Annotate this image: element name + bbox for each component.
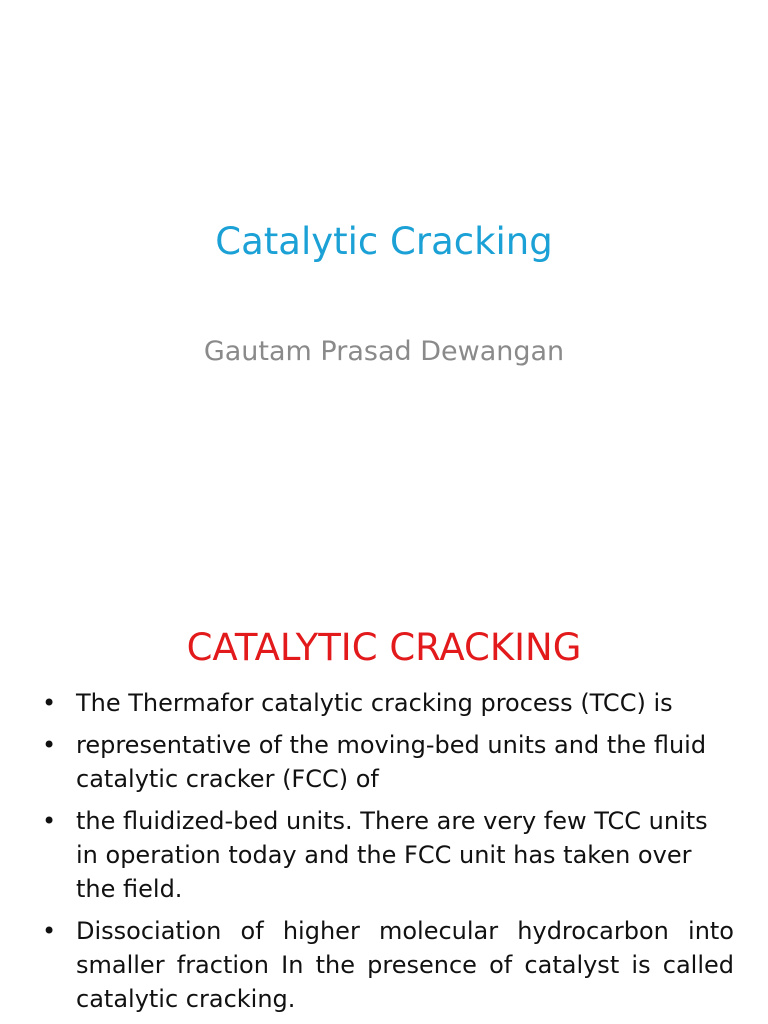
content-slide [0,576,768,1024]
bullet-text: Dissociation of higher molecular hydrocarbon into smaller fraction In the presence of catalyst is called catalytic cracking. [76,917,734,1013]
bullet-list [40,686,734,1024]
bullet-item [40,804,734,906]
bullet-item [40,686,734,720]
bullet-marker: • [42,807,57,835]
bullet-item [40,728,734,796]
bullet-marker: • [42,731,57,759]
slide-title: Catalytic Cracking [215,220,553,263]
bullet-marker: • [42,689,57,717]
bullet-item [40,914,734,1016]
bullet-text: The Thermafor catalytic cracking process (TCC) is [76,689,673,717]
bullet-text: the fluidized-bed units. There are very few TCC units in operation today and the FCC unit has taken over the field. [76,807,708,903]
bullet-marker: • [42,917,57,945]
bullet-text: representative of the moving-bed units and the fluid catalytic cracker (FCC) of [76,731,707,793]
slide-subtitle-author: Gautam Prasad Dewangan [203,336,565,367]
content-slide-heading: CATALYTIC CRACKING [186,626,582,669]
